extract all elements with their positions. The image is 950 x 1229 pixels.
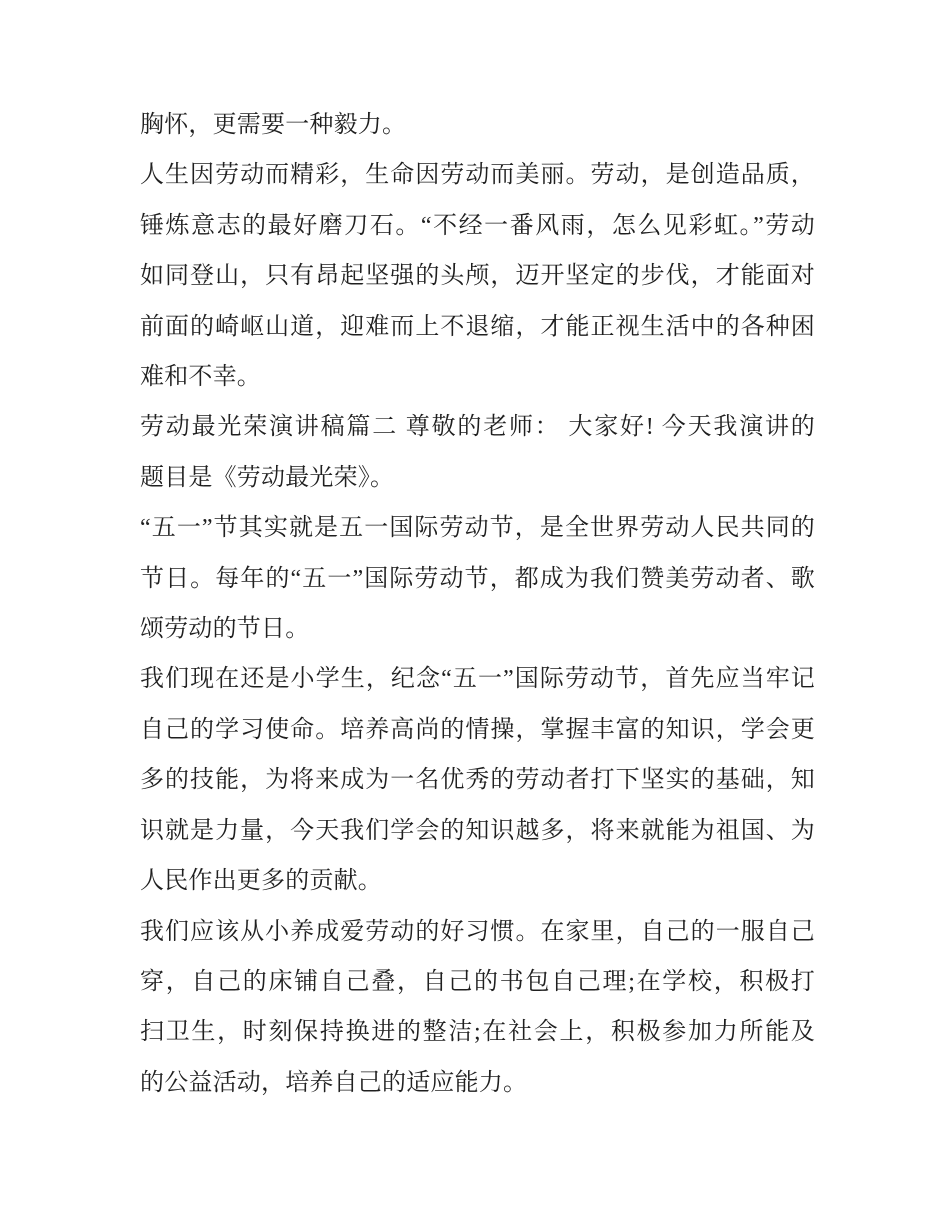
text-line: 扫卫生，时刻保持换进的整洁;在社会上，积极参加力所能及: [140, 1019, 815, 1046]
text-line: 锤炼意志的最好磨刀石。“不经一番风雨，怎么见彩虹。”劳动: [140, 212, 815, 239]
text-line: 多的技能，为将来成为一名优秀的劳动者打下坚实的基础，知: [140, 767, 815, 794]
text-line: 题目是《劳动最光荣》。: [140, 464, 395, 491]
text-line: 前面的崎岖山道，迎难而上不退缩，才能正视生活中的各种困: [140, 313, 815, 340]
text-line: 的公益活动，培养自己的适应能力。: [140, 1069, 528, 1096]
text-line: 如同登山，只有昂起坚强的头颅，迈开坚定的步伐，才能面对: [140, 263, 815, 290]
text-line: 人生因劳动而精彩，生命因劳动而美丽。劳动，是创造品质，: [140, 162, 815, 189]
text-line: “五一”节其实就是五一国际劳动节，是全世界劳动人民共同的: [140, 515, 815, 542]
text-line: 节日。每年的“五一”国际劳动节，都成为我们赞美劳动者、歌: [140, 565, 815, 592]
document-body: [140, 100, 815, 1108]
text-line: 我们现在还是小学生，纪念“五一”国际劳动节，首先应当牢记: [140, 666, 815, 693]
text-line: 自己的学习使命。培养高尚的情操，掌握丰富的知识，学会更: [140, 716, 815, 743]
text-line: 识就是力量，今天我们学会的知识越多，将来就能为祖国、为: [140, 817, 815, 844]
text-line: 穿，自己的床铺自己叠，自己的书包自己理;在学校，积极打: [140, 968, 815, 995]
text-line: 颂劳动的节日。: [140, 616, 310, 643]
text-line: 我们应该从小养成爱劳动的好习惯。在家里，自己的一服自己: [140, 918, 815, 945]
text-line: 难和不幸。: [140, 364, 261, 391]
text-line: 劳动最光荣演讲稿篇二 尊敬的老师： 大家好! 今天我演讲的: [140, 414, 815, 441]
text-line: 胸怀，更需要一种毅力。: [140, 112, 407, 138]
text-line: 人民作出更多的贡献。: [140, 868, 382, 895]
